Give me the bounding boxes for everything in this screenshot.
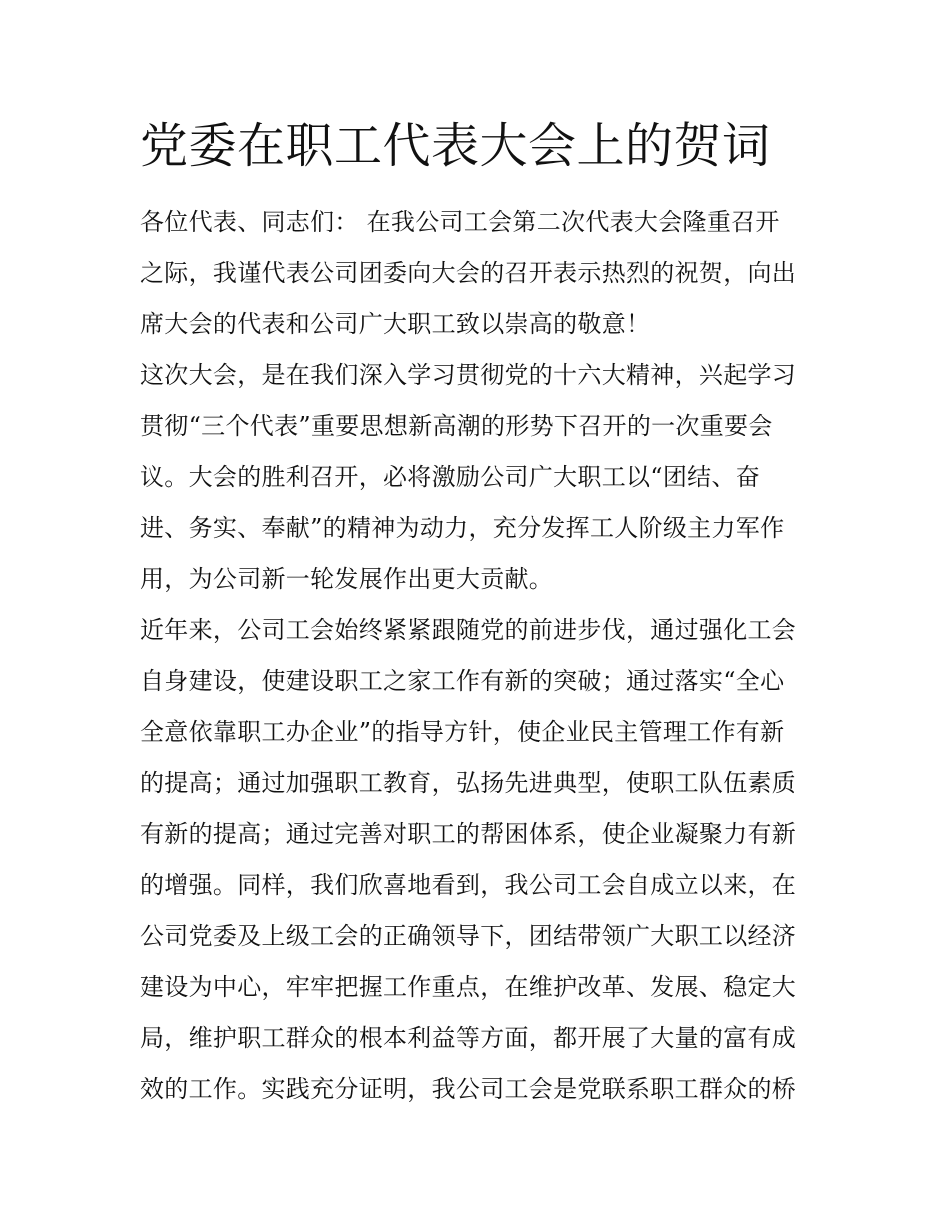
text-line: 席大会的代表和公司广大职工致以崇高的敬意！ xyxy=(140,310,651,338)
text-line: 公司党委及上级工会的正确领导下，团结带领广大职工以经济 xyxy=(140,922,797,950)
text-line: 有新的提高；通过完善对职工的帮困体系，使企业凝聚力有新 xyxy=(140,820,797,848)
text-line: 进、务实、奉献”的精神为动力，充分发挥工人阶级主力军作 xyxy=(140,514,785,542)
page-title: 党委在职工代表大会上的贺词 xyxy=(140,118,771,174)
text-line: 用，为公司新一轮发展作出更大贡献。 xyxy=(140,565,554,593)
document-body xyxy=(140,197,830,1115)
text-line: 之际，我谨代表公司团委向大会的召开表示热烈的祝贺，向出 xyxy=(140,259,797,287)
text-line: 的增强。同样，我们欣喜地看到，我公司工会自成立以来，在 xyxy=(140,871,797,899)
text-line: 议。大会的胜利召开，必将激励公司广大职工以“团结、奋 xyxy=(140,463,761,491)
text-line: 贯彻“三个代表”重要思想新高潮的形势下召开的一次重要会 xyxy=(140,412,773,440)
text-line: 效的工作。实践充分证明，我公司工会是党联系职工群众的桥 xyxy=(140,1075,797,1103)
text-line: 的提高；通过加强职工教育，弘扬先进典型，使职工队伍素质 xyxy=(140,769,797,797)
text-line: 近年来，公司工会始终紧紧跟随党的前进步伐，通过强化工会 xyxy=(140,616,797,644)
text-line: 这次大会，是在我们深入学习贯彻党的十六大精神，兴起学习 xyxy=(140,361,797,389)
text-line: 全意依靠职工办企业”的指导方针，使企业民主管理工作有新 xyxy=(140,718,785,746)
text-line: 各位代表、同志们： 在我公司工会第二次代表大会隆重召开 xyxy=(140,208,780,236)
text-line: 建设为中心，牢牢把握工作重点，在维护改革、发展、稳定大 xyxy=(140,973,797,1001)
text-line: 自身建设，使建设职工之家工作有新的突破；通过落实“全心 xyxy=(140,667,785,695)
text-line: 局，维护职工群众的根本利益等方面，都开展了大量的富有成 xyxy=(140,1024,797,1052)
